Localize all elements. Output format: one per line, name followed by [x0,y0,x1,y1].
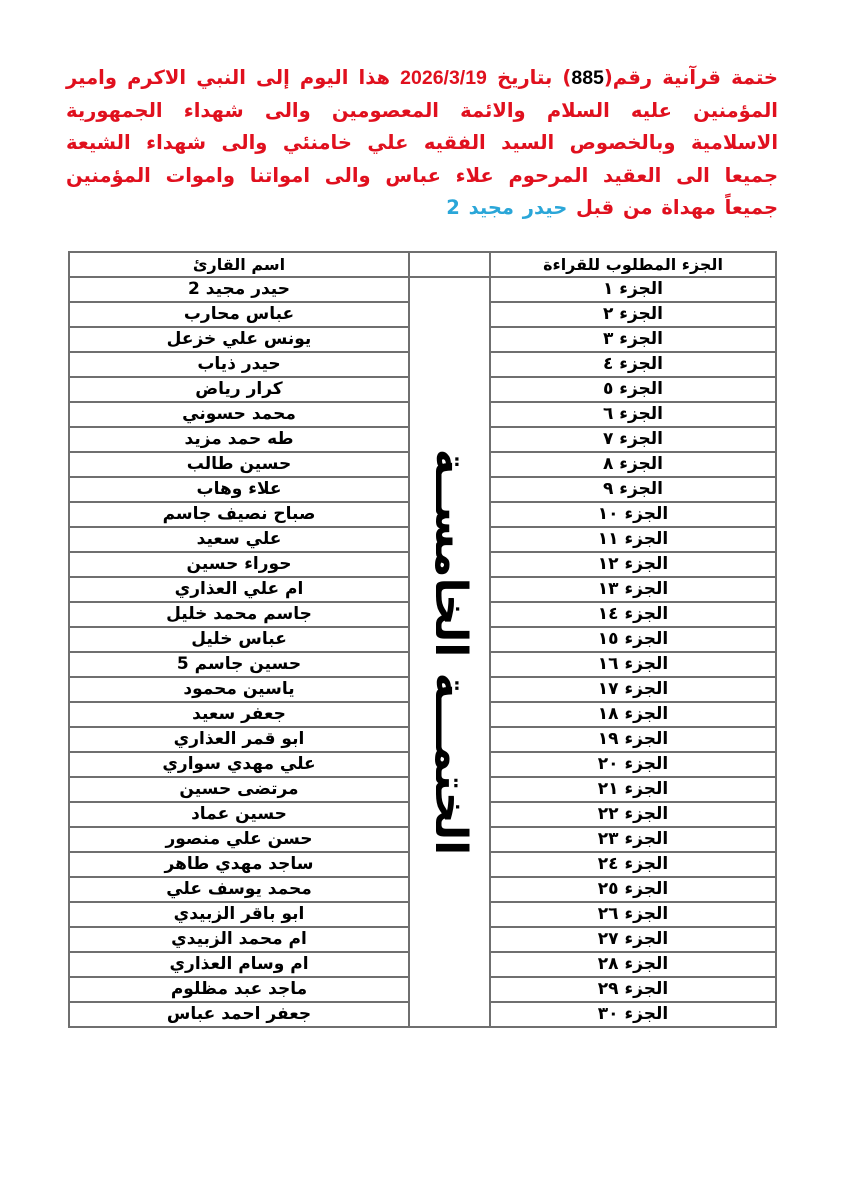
part-cell: الجزء ١١ [490,527,776,552]
part-cell: الجزء ٢٠ [490,752,776,777]
part-cell: الجزء ١٨ [490,702,776,727]
reader-name-cell: ابو باقر الزبيدي [69,902,409,927]
vertical-khatma-title: الختمـــة الخامســة [424,448,476,856]
part-cell: الجزء ١٧ [490,677,776,702]
reader-name-cell: محمد حسوني [69,402,409,427]
reader-name-cell: ابو قمر العذاري [69,727,409,752]
part-cell: الجزء ١٩ [490,727,776,752]
reader-name-cell: حسين طالب [69,452,409,477]
header-reader: اسم القارئ [69,252,409,277]
heading-text-3: هذا اليوم إلى النبي الاكرم وامير المؤمنين عليه السلام والائمة المعصومين والى شهداء الجمهورية الاسلامية وبالخصوص السيد الفقيه علي خامنئي والى شهداء الشيعة جميعا الى العقيد المرحوم علاء عباس والى امواتنا واموات المؤمنين جميعاً مهداة من قبل [66,66,778,219]
reader-name-cell: صباح نصيف جاسم [69,502,409,527]
khatma-title-cell [409,277,490,1027]
part-cell: الجزء ١٣ [490,577,776,602]
reader-name-cell: جاسم محمد خليل [69,602,409,627]
khatma-number: 885 [571,67,604,89]
reader-name-cell: ام علي العذاري [69,577,409,602]
part-cell: الجزء ٢ [490,302,776,327]
part-cell: الجزء ١٦ [490,652,776,677]
reader-name-cell: ام وسام العذاري [69,952,409,977]
part-cell: الجزء ٥ [490,377,776,402]
dedicated-by-name: حيدر مجيد 2 [446,196,568,219]
part-cell: الجزء ٢٢ [490,802,776,827]
reader-name-cell: حيدر مجيد 2 [69,277,409,302]
reader-name-cell: عباس محارب [69,302,409,327]
part-cell: الجزء ١٢ [490,552,776,577]
table-header-row [69,252,776,277]
reader-name-cell: حيدر ذياب [69,352,409,377]
part-cell: الجزء ١٤ [490,602,776,627]
reader-name-cell: كرار رياض [69,377,409,402]
reader-name-cell: حسين جاسم 5 [69,652,409,677]
part-cell: الجزء ٧ [490,427,776,452]
part-cell: الجزء ٢٨ [490,952,776,977]
reader-name-cell: يونس علي خزعل [69,327,409,352]
part-cell: الجزء ٣ [490,327,776,352]
part-cell: الجزء ٢٦ [490,902,776,927]
heading-text-2: ) بتاريخ [486,66,572,89]
part-cell: الجزء ٢٣ [490,827,776,852]
dedication-heading [66,62,778,225]
reader-name-cell: حسن علي منصور [69,827,409,852]
part-cell: الجزء ٢١ [490,777,776,802]
reader-name-cell: طه حمد مزيد [69,427,409,452]
part-cell: الجزء ١٠ [490,502,776,527]
heading-text-1: ختمة قرآنية رقم( [603,66,778,89]
part-cell: الجزء ٢٤ [490,852,776,877]
header-part: الجزء المطلوب للقراءة [490,252,776,277]
part-cell: الجزء ٤ [490,352,776,377]
reader-name-cell: ماجد عبد مظلوم [69,977,409,1002]
table-row [69,277,776,302]
part-cell: الجزء ٢٧ [490,927,776,952]
reader-name-cell: عباس خليل [69,627,409,652]
part-cell: الجزء ٢٩ [490,977,776,1002]
part-cell: الجزء ٨ [490,452,776,477]
reader-name-cell: جعفر سعيد [69,702,409,727]
reading-assignment-table [68,251,777,1028]
khatma-date: 2026/3/19 [400,67,487,89]
reader-name-cell: محمد يوسف علي [69,877,409,902]
reader-name-cell: ساجد مهدي طاهر [69,852,409,877]
reader-name-cell: ياسين محمود [69,677,409,702]
reader-name-cell: جعفر احمد عباس [69,1002,409,1027]
part-cell: الجزء ١ [490,277,776,302]
reader-name-cell: علاء وهاب [69,477,409,502]
reader-name-cell: علي مهدي سواري [69,752,409,777]
reader-name-cell: علي سعيد [69,527,409,552]
reader-name-cell: مرتضى حسين [69,777,409,802]
reader-name-cell: حسين عماد [69,802,409,827]
reader-name-cell: ام محمد الزبيدي [69,927,409,952]
table-body [69,277,776,1027]
header-middle [409,252,490,277]
part-cell: الجزء ١٥ [490,627,776,652]
part-cell: الجزء ٣٠ [490,1002,776,1027]
reader-name-cell: حوراء حسين [69,552,409,577]
part-cell: الجزء ٢٥ [490,877,776,902]
part-cell: الجزء ٩ [490,477,776,502]
part-cell: الجزء ٦ [490,402,776,427]
